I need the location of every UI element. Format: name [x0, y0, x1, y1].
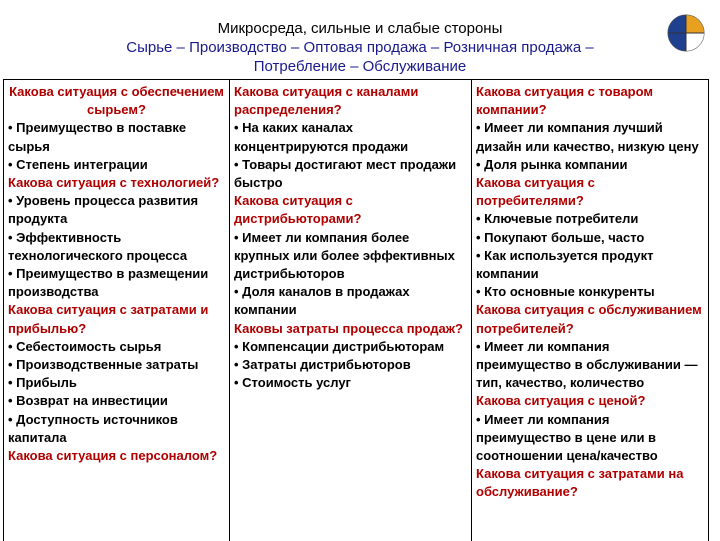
bullet-item: • Преимущество в размещении производства: [8, 266, 209, 300]
bullet-item: • Кто основные конкуренты: [476, 284, 655, 300]
question-heading: Какова ситуация с обслуживанием потребителей?: [476, 302, 702, 336]
swot-table: [3, 79, 709, 541]
bullet-item: • Ключевые потребители: [476, 211, 639, 227]
bullet-item: • Затраты дистрибьюторов: [234, 357, 411, 373]
question-heading: Какова ситуация с затратами и прибылью?: [8, 302, 209, 336]
question-heading: Какова ситуация с каналами распределения?: [234, 84, 419, 118]
bullet-item: • Себестоимость сырья: [8, 338, 162, 354]
title-line-2: Сырье – Производство – Оптовая продажа – Розничная продажа –: [126, 39, 594, 56]
bullet-item: • Эффективность технологического процесса: [8, 229, 188, 263]
bullet-item: • Имеет ли компания более крупных или более эффективных дистрибьюторов: [234, 229, 455, 282]
bullet-item: • Степень интеграции: [8, 156, 148, 172]
bullet-item: • Уровень процесса развития продукта: [8, 193, 199, 227]
bullet-item: • Доля каналов в продажах компании: [234, 284, 410, 318]
bullet-item: • Товары достигают мест продажи быстро: [234, 156, 457, 191]
bullet-item: • Стоимость услуг: [234, 375, 351, 391]
bullet-item: • Покупают больше, часто: [476, 229, 645, 245]
bullet-item: • Возврат на инвестиции: [8, 393, 168, 409]
question-heading: Каковы затраты процесса продаж?: [234, 320, 463, 336]
bullet-item: • На каких каналах концентрируются продажи: [234, 120, 409, 154]
bullet-item: • Доля рынка компании: [476, 156, 628, 172]
question-heading: Какова ситуация с товаром компании?: [476, 84, 653, 118]
bullet-item: • Имеет ли компания преимущество в цене или в соотношении цена/качество: [476, 411, 658, 464]
bullet-item: • Имеет ли компания преимущество в обслуживании —тип, качество, количество: [476, 338, 698, 391]
bullet-item: • Прибыль: [8, 375, 77, 391]
bullet-item: • Производственные затраты: [8, 357, 199, 373]
question-heading: Какова ситуация с дистрибьюторами?: [234, 193, 362, 227]
question-heading: Какова ситуация с затратами на обслуживание?: [476, 466, 684, 500]
bullet-item: • Компенсации дистрибьюторам: [234, 338, 445, 354]
question-heading: Какова ситуация с обеспечением сырьем?: [9, 84, 224, 118]
bullet-item: • Преимущество в поставке сырья: [8, 120, 187, 154]
column-customers: [472, 80, 709, 541]
bullet-item: • Имеет ли компания лучший дизайн или качество, низкую цену: [476, 120, 699, 154]
title-line-3: Потребление – Обслуживание: [253, 58, 467, 75]
globe-logo-icon: [666, 13, 706, 53]
question-heading: Какова ситуация с технологией?: [8, 175, 220, 191]
title-line-1: Микросреда, сильные и слабые стороны: [217, 20, 503, 37]
bullet-item: • Доступность источников капитала: [8, 411, 178, 445]
question-heading: Какова ситуация с ценой?: [476, 393, 646, 409]
question-heading: Какова ситуация с персоналом?: [8, 448, 218, 464]
slide-title: [0, 19, 720, 76]
bullet-item: • Как используется продукт компании: [476, 247, 654, 282]
column-supply: [4, 80, 230, 541]
column-distribution: [230, 80, 472, 541]
question-heading: Какова ситуация с потребителями?: [476, 175, 595, 209]
